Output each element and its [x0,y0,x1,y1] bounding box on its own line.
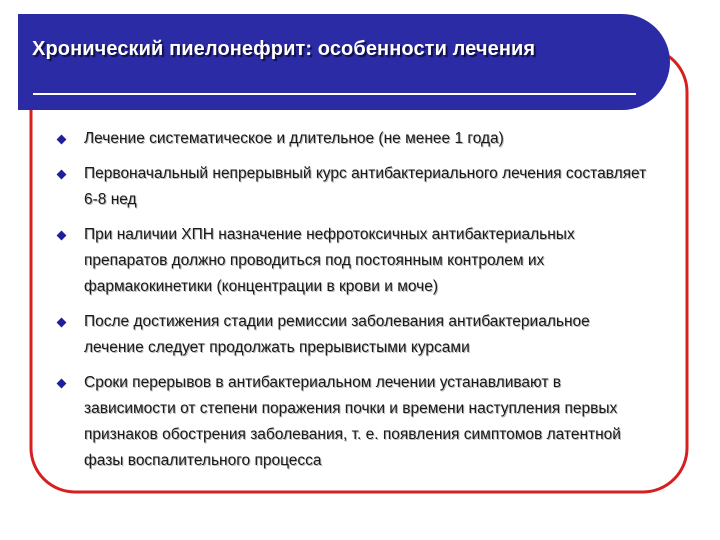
bullet-icon [57,318,67,328]
list-item [58,309,648,361]
bullet-icon [57,379,67,389]
list-item [58,222,648,300]
bullet-text: После достижения стадии ремиссии заболевания антибактериальное лечение следует продолжать прерывистыми курсами [84,313,590,356]
bullet-icon [57,170,67,180]
list-item [58,161,648,213]
title-underline [33,93,636,95]
bullet-icon [57,231,67,241]
list-item [58,370,648,474]
bullet-text: Лечение систематическое и длительное (не менее 1 года) [84,130,504,147]
bullet-text: Сроки перерывов в антибактериальном лечении устанавливают в зависимости от степени поражения почки и времени наступления первых признаков обострения заболевания, т. е. появления симптомов латентной фазы воспалительного процесса [84,374,621,469]
slide-title: Хронический пиелонефрит: особенности лечения [32,38,536,60]
title-band [18,14,670,110]
bullet-icon [57,135,67,145]
bullet-text: При наличии ХПН назначение нефротоксичных антибактериальных препаратов должно проводиться под постоянным контролем их фармакокинетики (концентрации в крови и моче) [84,226,575,295]
bullet-text: Первоначальный непрерывный курс антибактериального лечения составляет 6-8 нед [84,165,647,208]
bullet-list [58,126,648,483]
list-item [58,126,648,152]
